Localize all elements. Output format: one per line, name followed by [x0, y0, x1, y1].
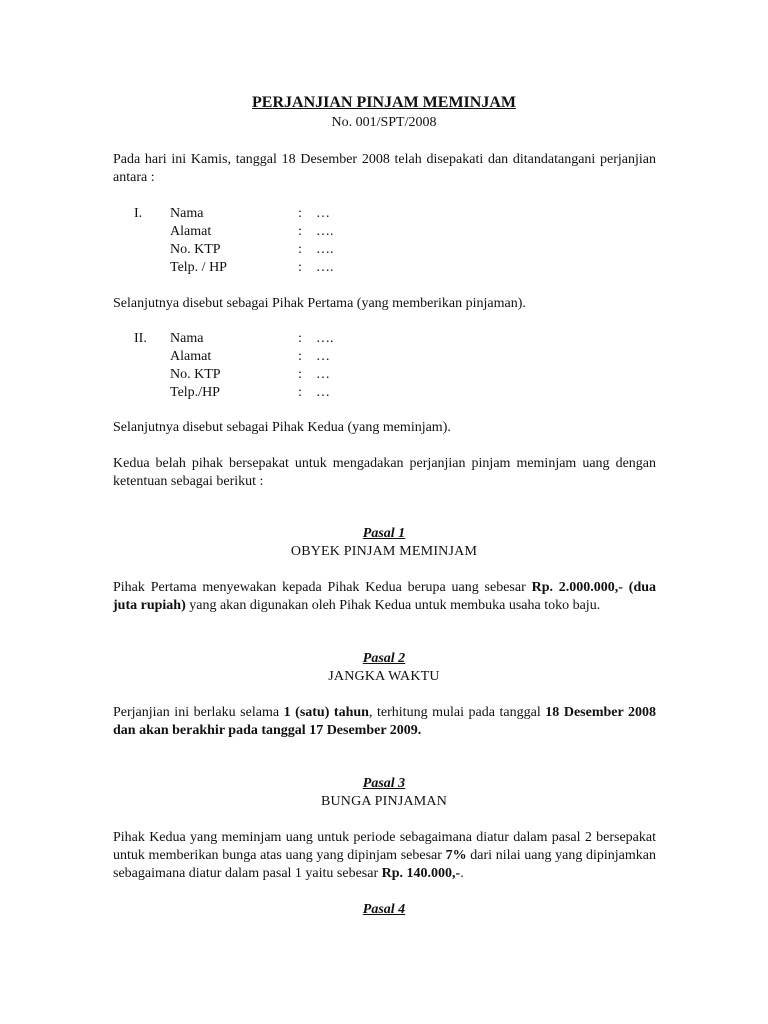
party1-address-colon: : [298, 224, 302, 239]
party2-phone-colon: : [298, 385, 302, 400]
party1-address-value: …. [316, 224, 334, 239]
pasal2-text-2: , terhitung mulai pada tanggal [368, 705, 546, 720]
pasal3-label: Pasal 3 [362, 776, 406, 791]
party2-ktp-colon: : [298, 367, 302, 382]
party1-phone-label: Telp. / HP [170, 260, 227, 275]
pasal4-label: Pasal 4 [362, 902, 406, 917]
party1-address-label: Alamat [170, 224, 212, 239]
pasal1-text-2: yang akan digunakan oleh Pihak Kedua untuk membuka usaha toko baju. [185, 598, 601, 613]
party1-name-label: Nama [170, 206, 204, 221]
party1-closing: Selanjutnya disebut sebagai Pihak Pertama (yang memberikan pinjaman). [113, 296, 526, 311]
pasal3-text-1: Pihak Kedua yang meminjam uang untuk periode sebagaimana diatur dalam pasal 2 bersepakat untuk memberikan bunga atas uang yang dipinjam sebesar [113, 830, 656, 863]
pasal3-amount: Rp. 140.000,- [381, 866, 461, 881]
pasal2-heading: JANGKA WAKTU [328, 669, 440, 684]
pasal1-label: Pasal 1 [362, 526, 406, 541]
party2-address-label: Alamat [170, 349, 212, 364]
party2-ktp-value: … [316, 367, 330, 382]
party2-closing: Selanjutnya disebut sebagai Pihak Kedua (yang meminjam). [113, 420, 451, 435]
pasal2-text-1: Perjanjian ini berlaku selama [113, 705, 284, 720]
party1-ktp-label: No. KTP [170, 242, 221, 257]
party2-ktp-label: No. KTP [170, 367, 221, 382]
intro-paragraph: Pada hari ini Kamis, tanggal 18 Desember 2008 telah disepakati dan ditandatangani perjanjian antara : [113, 152, 656, 185]
pasal1-heading: OBYEK PINJAM MEMINJAM [290, 544, 478, 559]
pasal3-body [113, 829, 656, 883]
party1-ktp-value: …. [316, 242, 334, 257]
party1-phone-value: …. [316, 260, 334, 275]
party1-ktp-colon: : [298, 242, 302, 257]
document-title: PERJANJIAN PINJAM MEMINJAM [252, 94, 516, 111]
party2-phone-value: … [316, 385, 330, 400]
pasal3-heading: BUNGA PINJAMAN [320, 794, 448, 809]
pasal1-body [113, 579, 656, 615]
pasal1-text-1: Pihak Pertama menyewakan kepada Pihak Kedua berupa uang sebesar [113, 580, 532, 595]
party2-address-colon: : [298, 349, 302, 364]
pasal2-body [113, 704, 656, 740]
party2-name-colon: : [298, 331, 302, 346]
pasal2-duration: 1 (satu) tahun [283, 705, 369, 720]
party2-name-label: Nama [170, 331, 204, 346]
pasal2-dates: 18 Desember 2008 dan akan berakhir pada tanggal 17 Desember 2009. [113, 705, 657, 738]
pasal3-text-2: dari nilai uang yang dipinjamkan sebagaimana diatur dalam pasal 1 yaitu sebesar [113, 848, 656, 881]
pasal3-rate: 7% [445, 848, 467, 863]
party2-numeral: II. [134, 331, 147, 346]
pasal1-amount: Rp. 2.000.000,- (dua juta rupiah) [113, 580, 657, 613]
document-number: No. 001/SPT/2008 [331, 115, 437, 130]
party2-name-value: …. [316, 331, 334, 346]
party1-name-colon: : [298, 206, 302, 221]
party1-numeral: I. [134, 206, 143, 221]
pasal3-text-3: . [460, 866, 464, 881]
agreement-paragraph: Kedua belah pihak bersepakat untuk mengadakan perjanjian pinjam meminjam uang dengan ketentuan sebagai berikut : [113, 456, 656, 489]
pasal2-label: Pasal 2 [362, 651, 406, 666]
party2-address-value: … [316, 349, 330, 364]
party1-name-value: … [316, 206, 330, 221]
party2-phone-label: Telp./HP [170, 385, 220, 400]
party1-phone-colon: : [298, 260, 302, 275]
